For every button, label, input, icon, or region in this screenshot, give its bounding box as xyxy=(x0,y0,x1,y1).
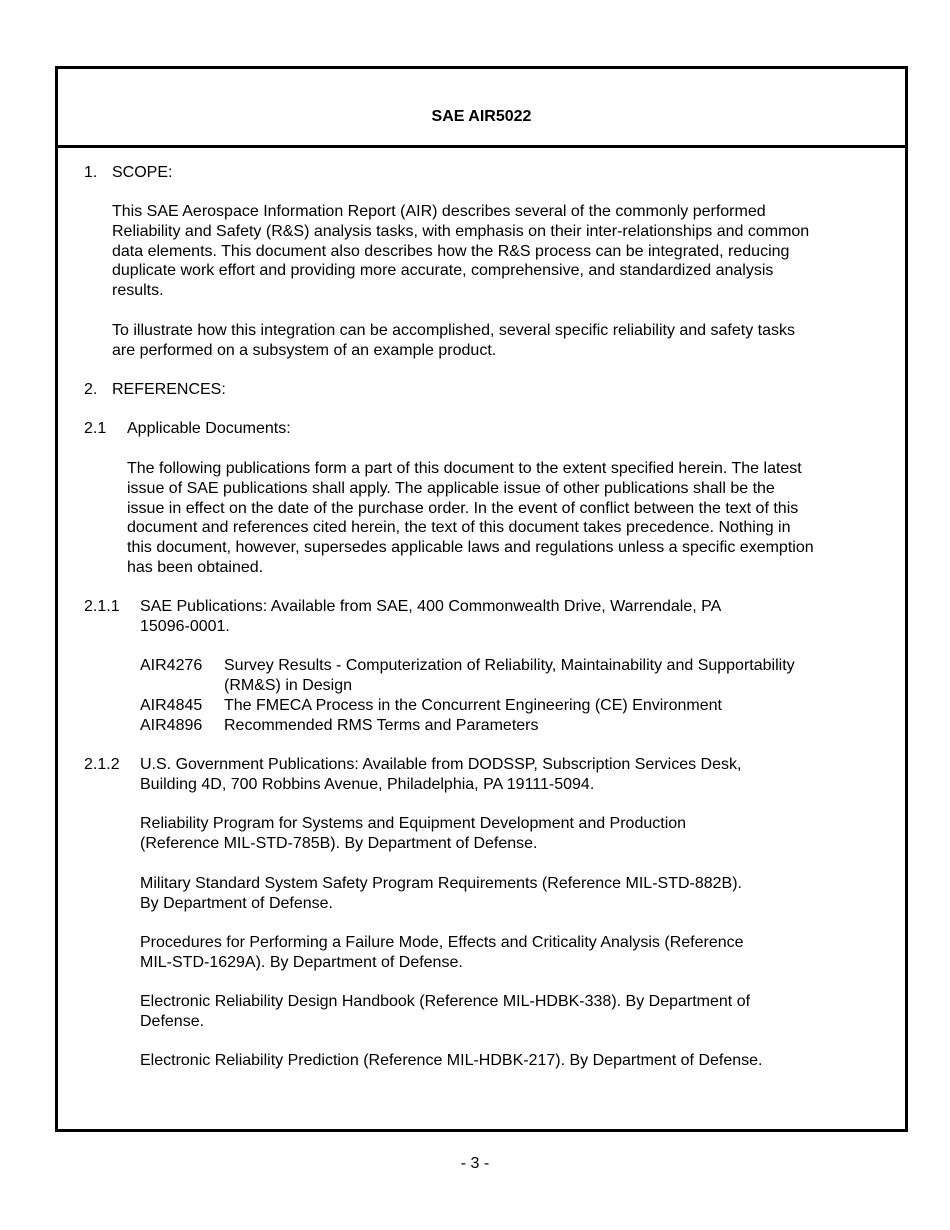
section-2-1-2-number: 2.1.2 xyxy=(84,756,120,773)
gov-reference-entry: Reliability Program for Systems and Equipment Development and Production (Reference MIL-STD-785B). By Department of Defense. xyxy=(140,815,687,852)
reference-id: AIR4276 xyxy=(140,657,203,674)
section-2-heading: REFERENCES: xyxy=(112,381,226,398)
sae-publications-text: SAE Publications: Available from SAE, 400 Commonwealth Drive, Warrendale, PA 15096-0001. xyxy=(140,598,722,635)
section-1-number: 1. xyxy=(84,164,98,181)
applicable-documents-paragraph: The following publications form a part of this document to the extent specified herein. The latest issue of SAE publications shall apply. The applicable issue of other publications shall be the issue in effect on the date of the purchase order. In the event of conflict between the text of this document and references cited herein, the text of this document takes precedence. Nothing in this document, however, supersedes applicable laws and regulations unless a specific exemption has been obtained. xyxy=(127,460,814,576)
section-2-1-1-number: 2.1.1 xyxy=(84,598,120,615)
gov-reference-entry: Electronic Reliability Design Handbook (Reference MIL-HDBK-338). By Department of Defense. xyxy=(140,993,751,1030)
section-1-heading: SCOPE: xyxy=(112,164,173,181)
reference-title: The FMECA Process in the Concurrent Engineering (CE) Environment xyxy=(224,697,722,714)
reference-id: AIR4896 xyxy=(140,717,203,734)
section-2-number: 2. xyxy=(84,381,98,398)
reference-title: Recommended RMS Terms and Parameters xyxy=(224,717,539,734)
section-2-1-number: 2.1 xyxy=(84,420,107,437)
section-2-1-heading: Applicable Documents: xyxy=(127,420,291,437)
gov-reference-entry: Electronic Reliability Prediction (Reference MIL-HDBK-217). By Department of Defense. xyxy=(140,1052,763,1069)
document-header xyxy=(58,69,905,148)
gov-reference-entry: Procedures for Performing a Failure Mode, Effects and Criticality Analysis (Reference MIL-STD-1629A). By Department of Defense. xyxy=(140,934,744,971)
reference-title: Survey Results - Computerization of Reliability, Maintainability and Supportability (RM&S) in Design xyxy=(224,657,795,694)
page-number: - 3 - xyxy=(460,1155,490,1172)
gov-reference-entry: Military Standard System Safety Program Requirements (Reference MIL-STD-882B). By Department of Defense. xyxy=(140,875,742,912)
gov-publications-text: U.S. Government Publications: Available from DODSSP, Subscription Services Desk, Building 4D, 700 Robbins Avenue, Philadelphia, PA 19111-5094. xyxy=(140,756,742,793)
scope-paragraph-1: This SAE Aerospace Information Report (AIR) describes several of the commonly performed Reliability and Safety (R&S) analysis tasks, with emphasis on their inter-relationships and common data elements. This document also describes how the R&S process can be integrated, reducing duplicate work effort and providing more accurate, comprehensive, and standardized analysis results. xyxy=(112,203,810,300)
document-title: SAE AIR5022 xyxy=(431,108,532,125)
scope-paragraph-2: To illustrate how this integration can be accomplished, several specific reliability and safety tasks are performed on a subsystem of an example product. xyxy=(112,322,795,359)
reference-id: AIR4845 xyxy=(140,697,203,714)
